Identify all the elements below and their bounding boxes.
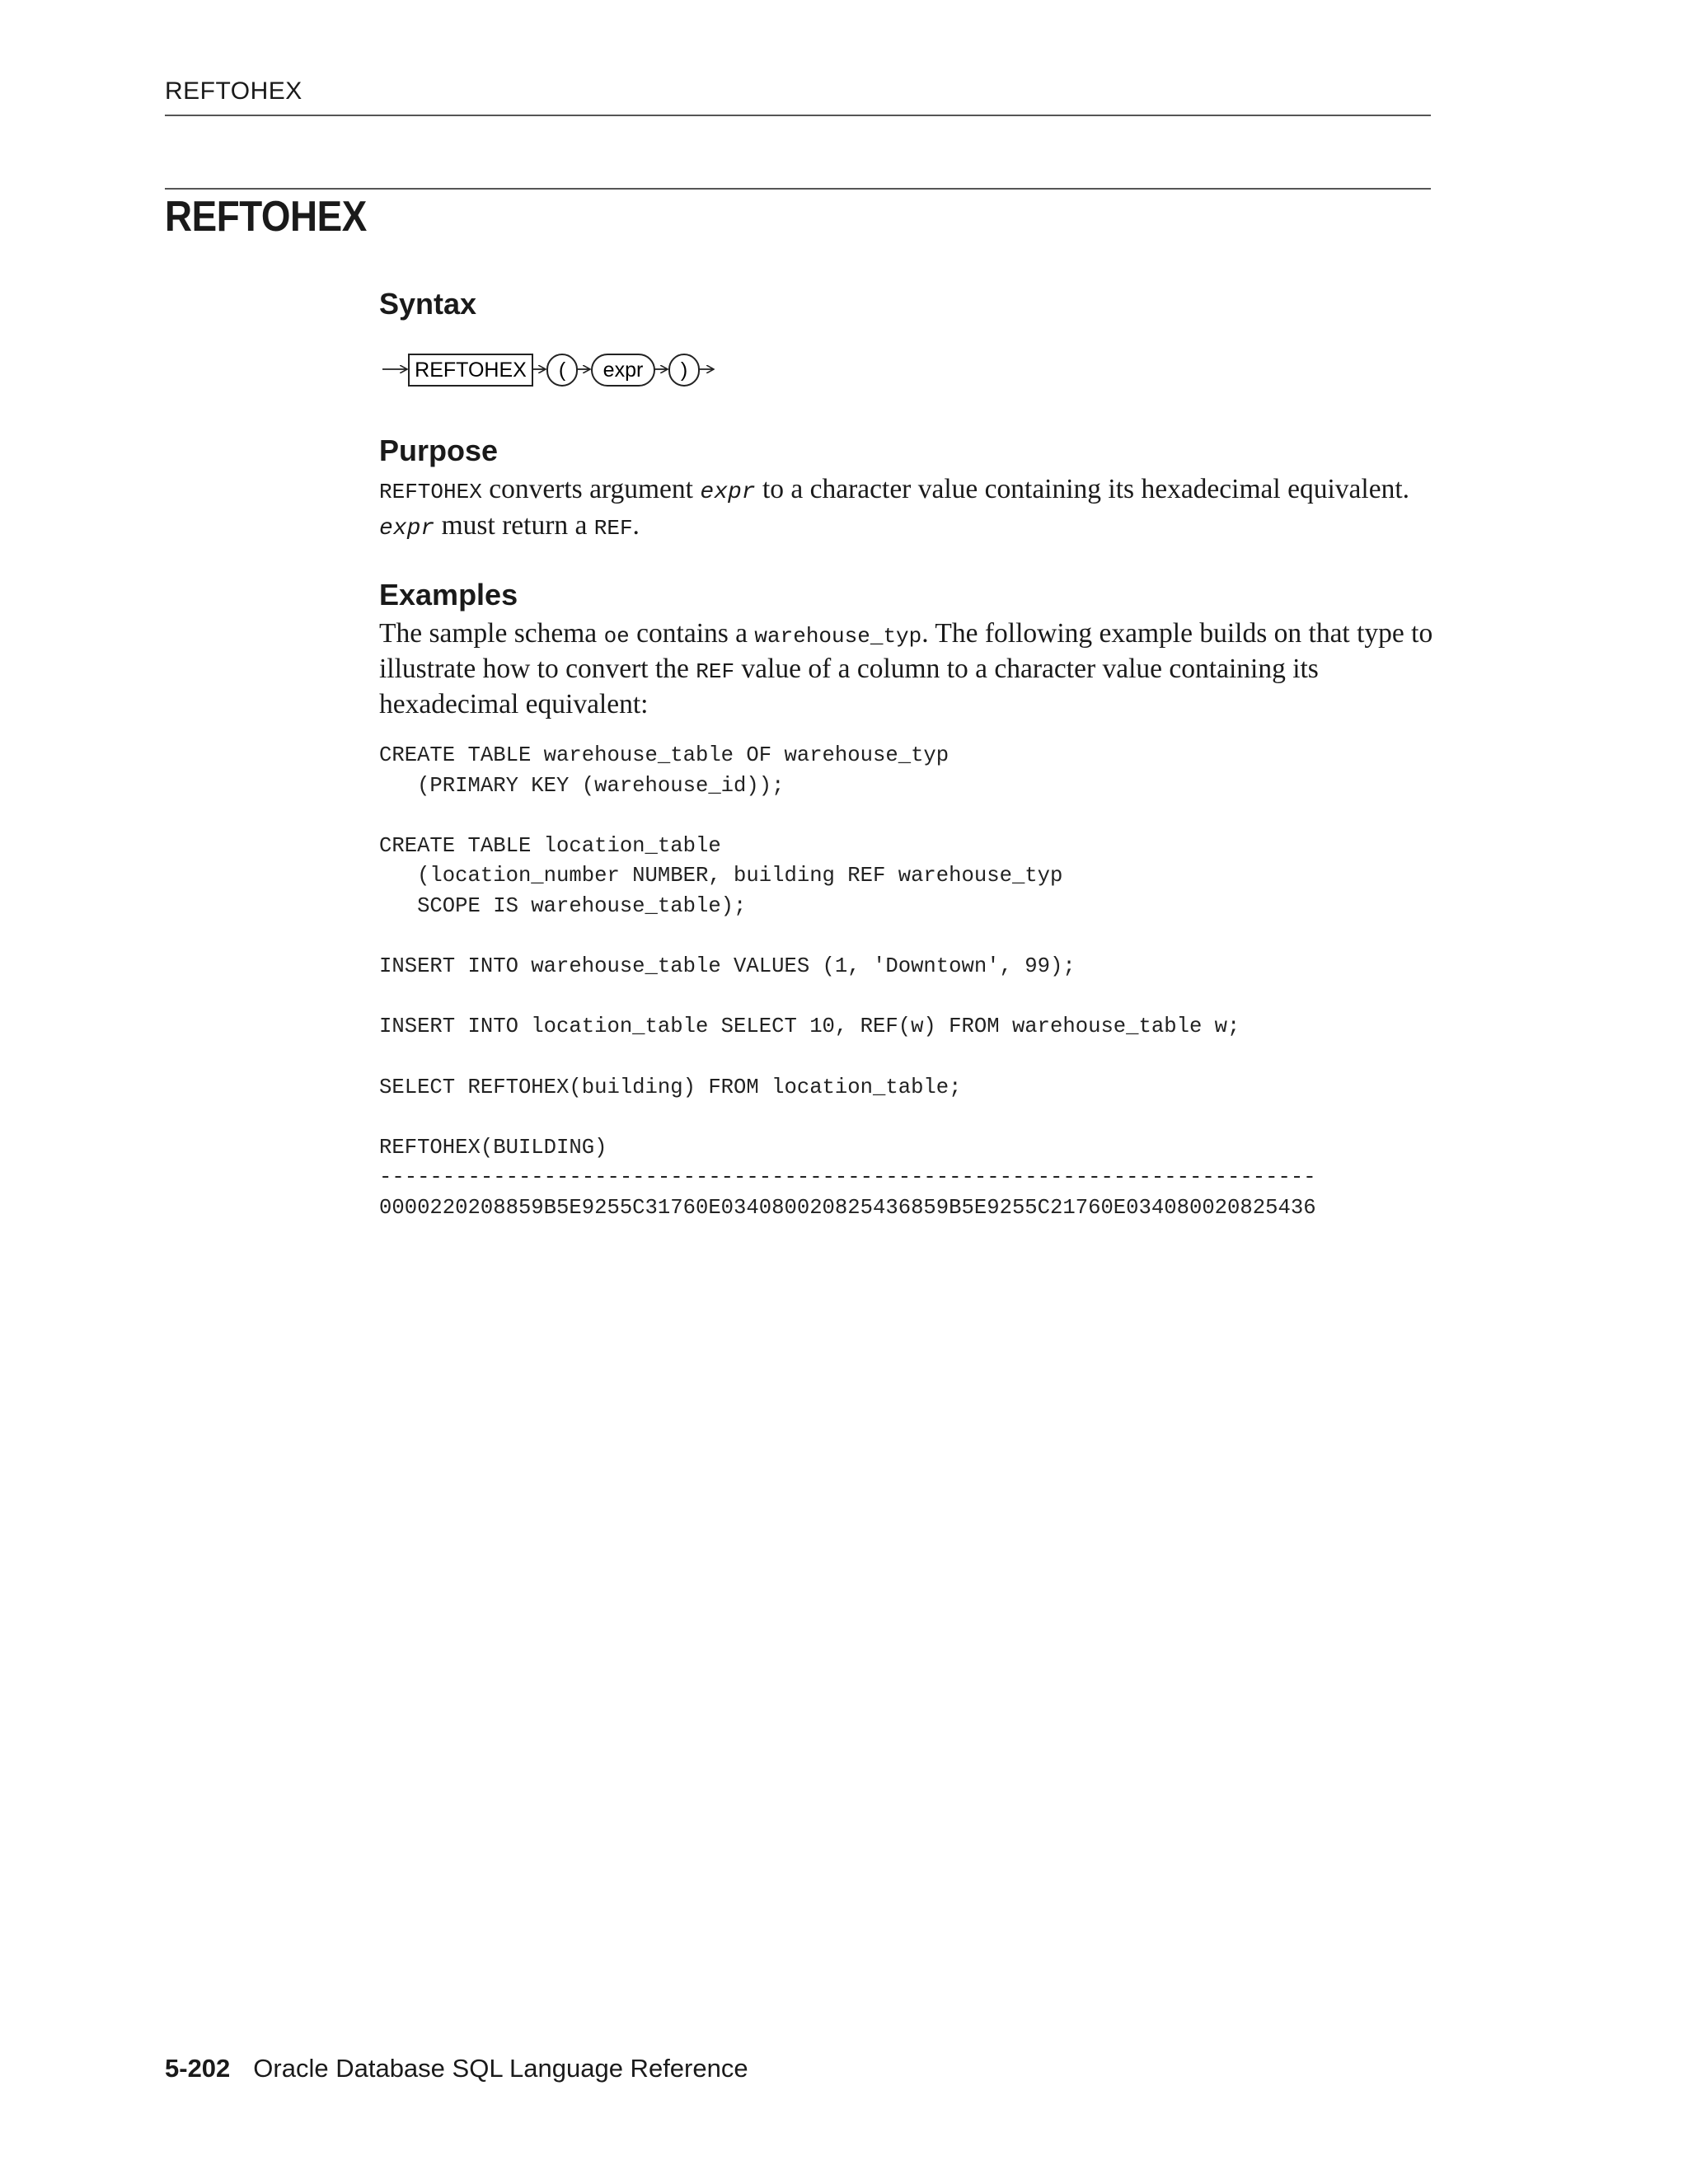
examples-heading: Examples [379, 578, 518, 612]
code-line: (location_number NUMBER, building REF warehouse_typ [379, 864, 1063, 888]
running-head: REFTOHEX [165, 77, 302, 105]
text-run: . The following example builds on that type to illustrate how to convert the [379, 618, 1433, 684]
page-title: REFTOHEX [165, 193, 367, 241]
examples-paragraph [379, 617, 1442, 721]
code-line: 0000220208859B5E9255C31760E034080020825436859B5E9255C21760E034080020825436 [379, 1195, 1316, 1220]
code-line: SCOPE IS warehouse_table); [379, 893, 747, 918]
text-run: . [632, 510, 640, 541]
code-line: SELECT REFTOHEX(building) FROM location_table; [379, 1075, 962, 1099]
title-rule [165, 188, 1431, 190]
page-footer [165, 2054, 748, 2083]
keyword-ref: REF [593, 516, 633, 541]
code-line [379, 982, 1316, 1013]
syntax-close-paren: ) [680, 359, 688, 382]
code-line: REFTOHEX(BUILDING) [379, 1135, 607, 1160]
syntax-open-paren: ( [558, 359, 566, 382]
code-line [379, 1103, 1316, 1133]
code-line: -------------------------------------------------------------------------- [379, 1165, 1316, 1190]
text-run: value of a column to a character value containing its hexadecimal equivalent: [379, 654, 1319, 719]
page-number: 5-202 [165, 2054, 231, 2083]
text-run: converts argument [481, 474, 701, 504]
code-line [379, 801, 1316, 832]
code-line: INSERT INTO warehouse_table VALUES (1, 'Downtown', 99); [379, 954, 1076, 979]
header-rule [165, 115, 1431, 116]
schema-name: oe [603, 624, 630, 649]
function-name: REFTOHEX [379, 480, 482, 504]
code-line: (PRIMARY KEY (warehouse_id)); [379, 773, 785, 798]
syntax-heading: Syntax [379, 287, 477, 321]
syntax-keyword: REFTOHEX [415, 359, 527, 382]
code-line [379, 922, 1316, 953]
argument-name: expr [700, 480, 756, 505]
syntax-argument: expr [603, 359, 644, 382]
argument-name: expr [379, 516, 435, 541]
code-example [379, 741, 1316, 1224]
text-run: contains a [629, 618, 755, 649]
syntax-diagram [379, 349, 725, 391]
code-line: CREATE TABLE location_table [379, 833, 721, 858]
text-run: must return a [434, 510, 594, 541]
text-run: to a character value containing its hexadecimal equivalent. [755, 474, 1409, 504]
code-line [379, 1043, 1316, 1073]
purpose-paragraph [379, 473, 1442, 546]
code-line: INSERT INTO location_table SELECT 10, REF(w) FROM warehouse_table w; [379, 1015, 1240, 1039]
text-run: The sample schema [379, 618, 604, 649]
purpose-heading: Purpose [379, 434, 499, 467]
book-title: Oracle Database SQL Language Reference [253, 2054, 748, 2083]
keyword-ref: REF [696, 659, 735, 684]
type-name: warehouse_typ [754, 624, 922, 649]
code-line: CREATE TABLE warehouse_table OF warehouse_typ [379, 743, 950, 767]
